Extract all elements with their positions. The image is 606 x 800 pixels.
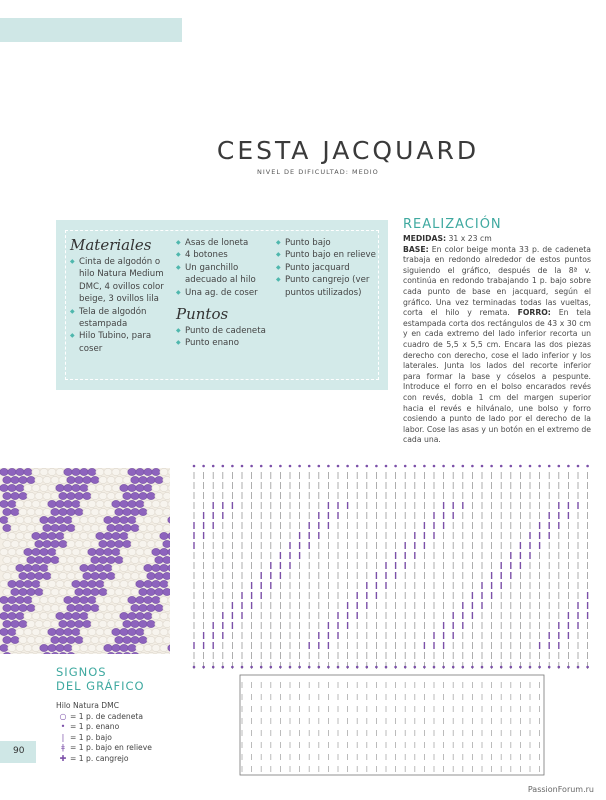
realizacion-text [403,234,591,446]
signos-title-line2: DEL GRÁFICO [56,679,145,693]
difficulty-label: NIVEL DE DIFICULTAD: MEDIO [257,168,379,176]
header-tab [0,18,182,42]
materials-item: ◆ Cinta de algodón o hilo Natura Medium DMC, 4 ovillos color beige, 3 ovillos lila [70,256,165,306]
materials-item: ◆ Hilo Tubino, para coser [70,330,165,355]
puntos-item: ◆ Punto cangrejo (ver puntos utilizados) [276,274,376,299]
forro-text: En tela estampada corta dos rectángulos de 43 x 30 cm y en cada extremo del lado inferior recorta un cuadro de 5,5 x 5,5 cm. Encara las dos piezas derecho con derecho, cose el lado inferior y los laterales. Junta los lados del recorte inferior para formar la base y cóselos a pespunte. Introduce el forro en el bolso encarados revés con revés, dobla 1 cm del margen superior hacia el revés e hilvánalo, une bolso y forro cosiendo a punto de lado por el derecho de la labor. Cose las asas y un botón en el extremo de cada una. [403,308,591,445]
puntos-list-2 [276,237,376,299]
materials-heading: Materiales [70,236,152,254]
signos-title-line1: SIGNOS [56,665,107,679]
materials-list-1 [70,256,165,355]
legend [56,701,152,765]
page-title: CESTA JACQUARD [216,136,480,165]
legend-row [56,733,152,744]
puntos-list-1 [176,325,276,350]
watermark: PassionForum.ru [527,785,594,794]
legend-symbol-icon: ǂ [61,743,65,753]
legend-label: = 1 p. de cadeneta [70,711,144,721]
page-number-tab [0,741,36,763]
legend-symbol-icon: • [60,722,66,732]
jacquard-photo [0,468,170,654]
legend-thread: Hilo Natura DMC [56,701,120,710]
materials-col-3 [276,237,376,299]
materials-item: ◆ 4 botones [176,249,276,261]
legend-symbol-icon: ✚ [59,753,67,763]
base-label: BASE: [403,244,429,254]
materials-col-2 [176,237,276,350]
base-text: En color beige monta 33 p. de cadeneta trabaja en redondo alrededor de estos puntos siguiendo el gráfico, después de la 8ª v. continúa en redondo trabajando 1 p. bajo sobre cada punto de base en jacquard, según el gráfico. Una vez terminadas todas las vueltas, corta el hilo y remata. [403,244,591,318]
medidas-text: 31 x 23 cm [446,234,492,243]
materials-list-2 [176,237,276,299]
materials-item: ◆ Una ag. de coser [176,287,276,299]
stitch-chart-diagram [190,460,594,790]
puntos-item: ◆ Punto de cadeneta [176,325,276,337]
legend-label: = 1 p. bajo [70,732,112,742]
materials-item: ◆ Tela de algodón estampada [70,306,165,331]
page-number: 90 [13,746,25,756]
legend-row [56,743,152,754]
puntos-heading: Puntos [176,305,229,324]
materials-item: ◆ Un ganchillo adecuado al hilo [176,262,276,287]
realizacion-title: REALIZACIÓN [403,217,502,232]
legend-rows [56,712,152,765]
materials-item: ◆ Asas de loneta [176,237,276,249]
legend-label: = 1 p. enano [70,722,120,732]
legend-row [56,754,152,765]
stitch-chart [190,460,594,790]
legend-row [56,722,152,733]
legend-label: = 1 p. cangrejo [70,753,129,763]
legend-row [56,712,152,723]
materials-box [56,220,388,390]
jacquard-pattern-image [0,468,170,654]
signos-title [56,665,145,693]
forro-label: FORRO: [517,308,551,318]
puntos-item: ◆ Punto bajo en relieve [276,249,376,261]
medidas-label: MEDIDAS: [403,234,447,243]
legend-symbol-icon: ○ [59,711,67,721]
puntos-item: ◆ Punto enano [176,337,276,349]
puntos-item: ◆ Punto jacquard [276,262,376,274]
puntos-item: ◆ Punto bajo [276,237,376,249]
legend-label: = 1 p. bajo en relieve [70,743,152,753]
legend-symbol-icon: | [61,732,65,742]
materials-col-1 [70,236,165,355]
